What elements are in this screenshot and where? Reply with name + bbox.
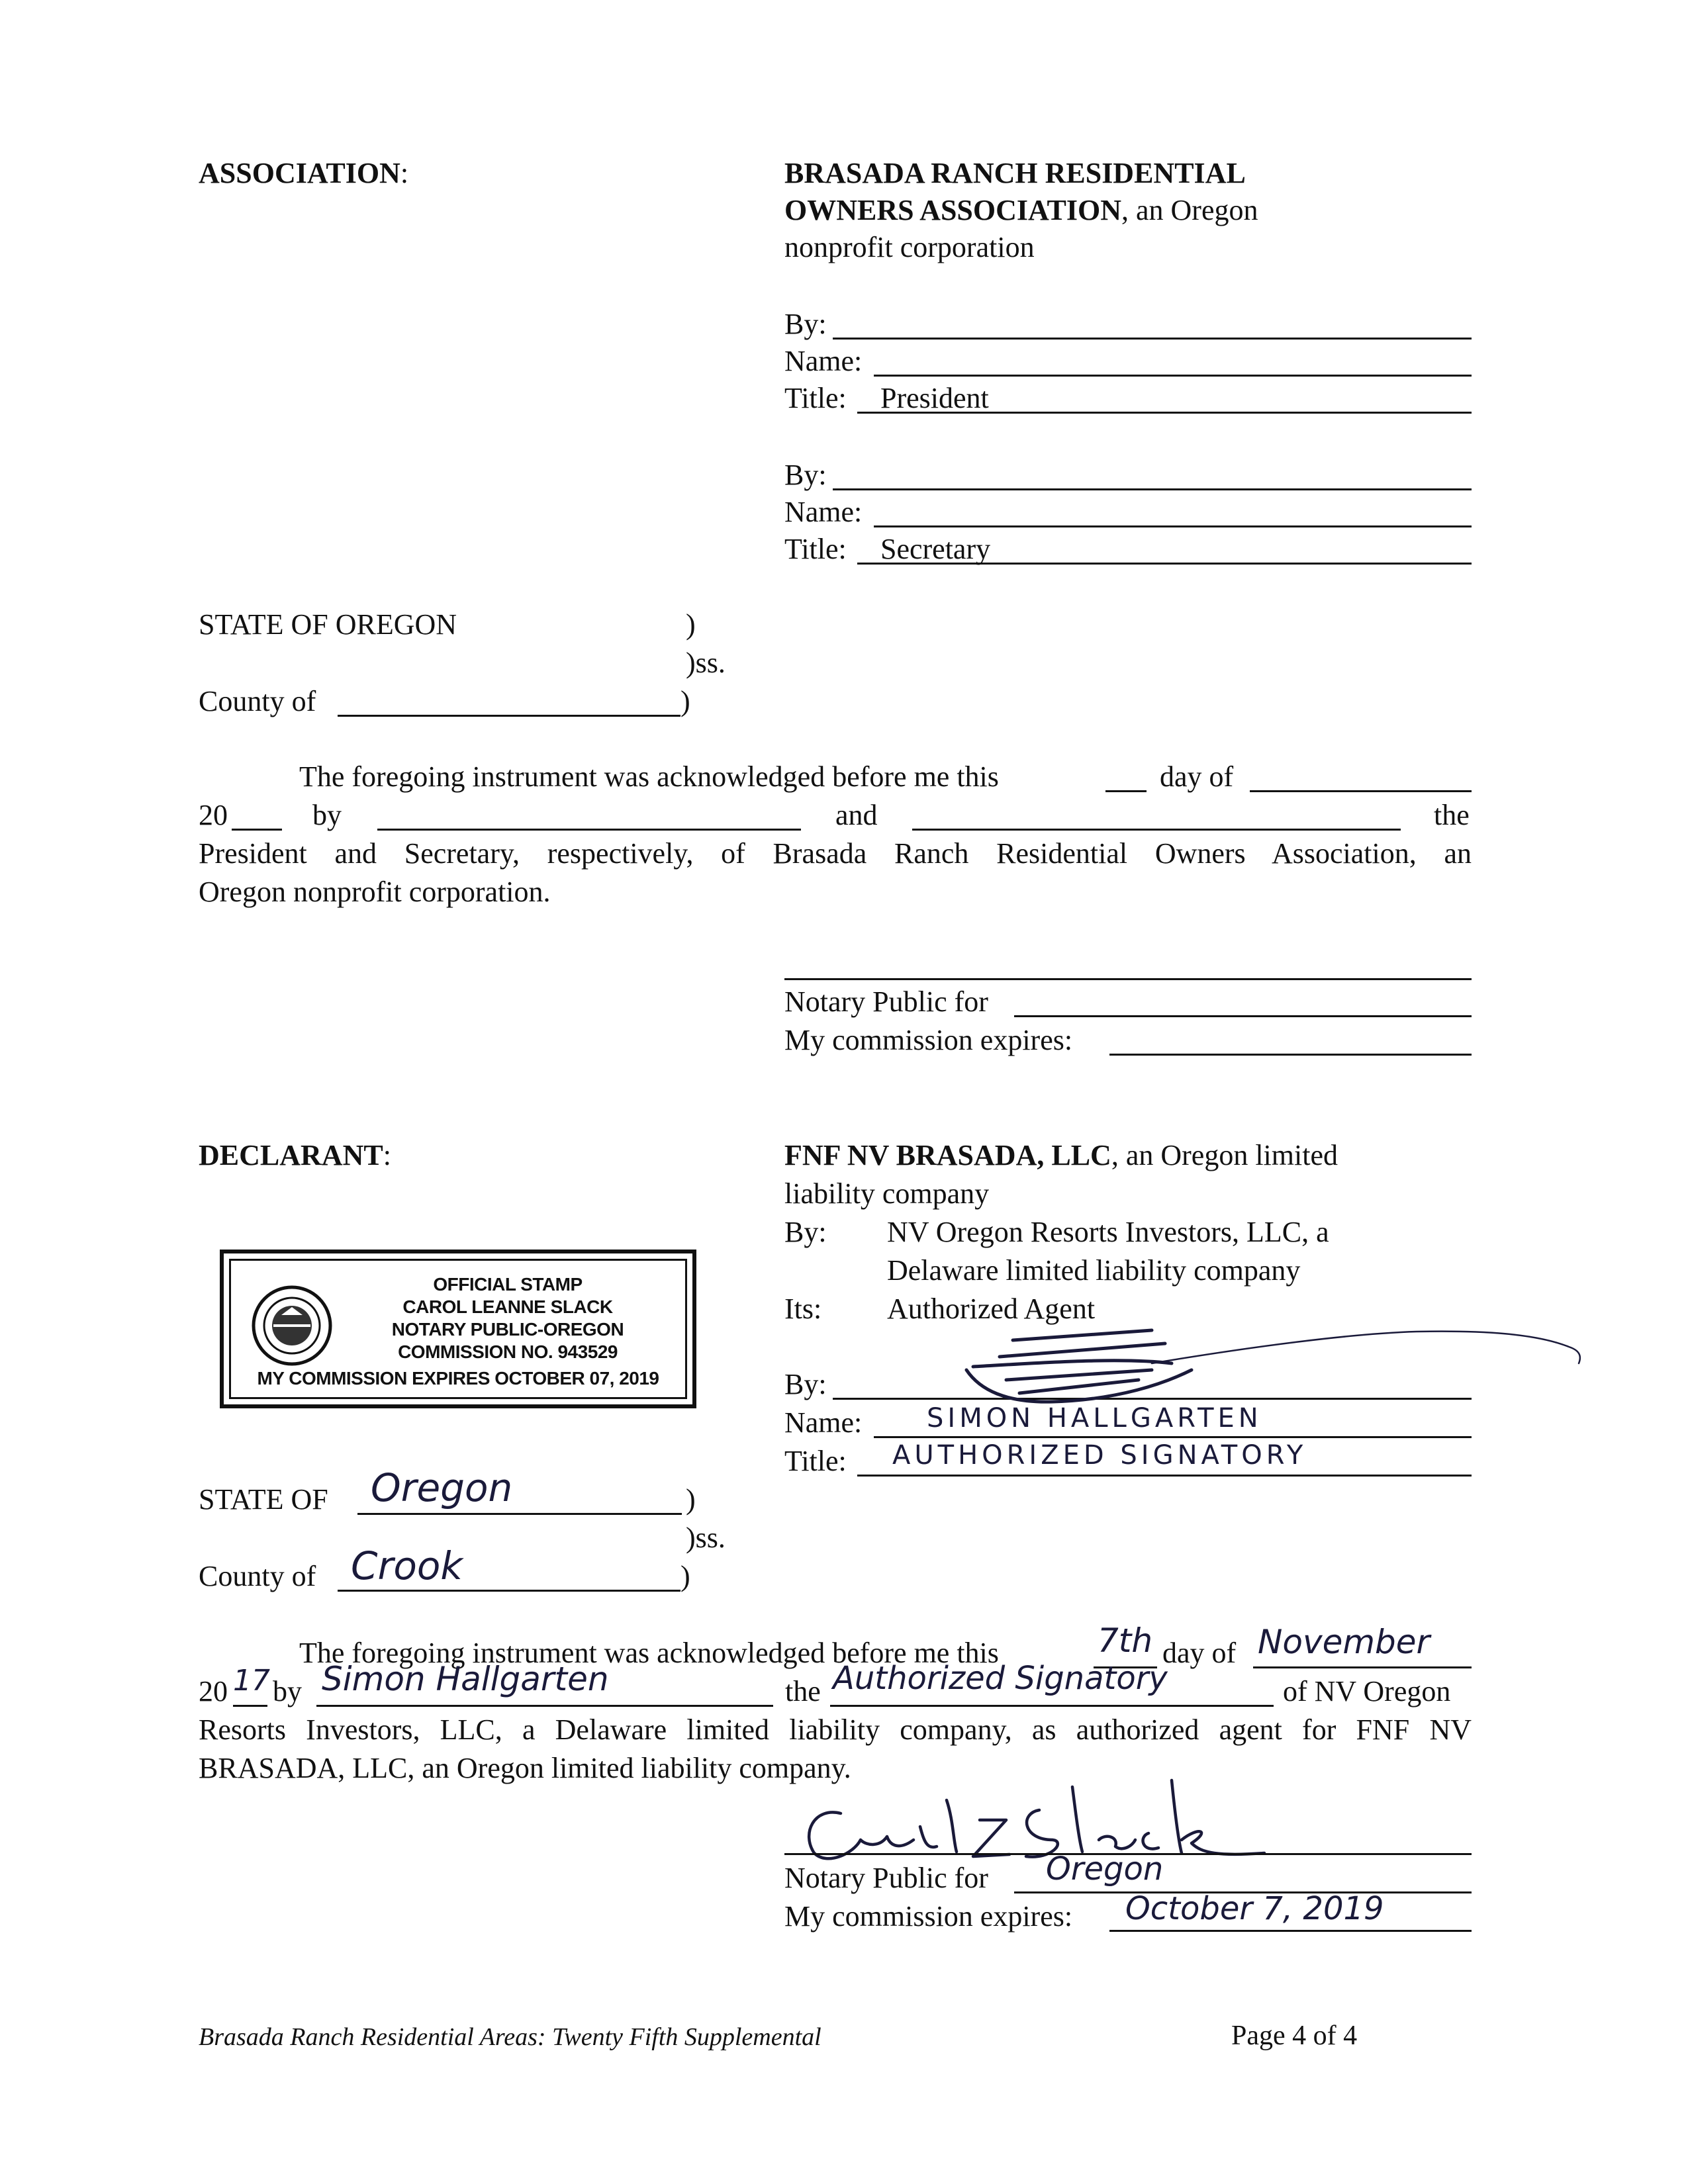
ack-text: Oregon nonprofit corporation. [199, 876, 551, 908]
stamp-notary-state: NOTARY PUBLIC-OREGON [391, 1319, 624, 1340]
notary-stamp [220, 1250, 696, 1408]
ack-text: the [1434, 799, 1470, 831]
by-label: By: [784, 1368, 827, 1400]
declarant-org-line1: FNF NV BRASADA, LLC, an Oregon limited [784, 1139, 1338, 1171]
county-line[interactable] [338, 715, 680, 717]
day-blank[interactable] [1105, 790, 1147, 792]
title-label: Title: [784, 382, 847, 414]
association-org-line2: OWNERS ASSOCIATION, an Oregon [784, 194, 1258, 226]
state-label: STATE OF OREGON [199, 608, 457, 641]
commission-date-line[interactable] [1109, 1054, 1472, 1056]
state-value-handwritten: Oregon [371, 1465, 513, 1510]
notary-state-line[interactable] [1014, 1015, 1472, 1017]
signer-role-handwritten: Authorized Signatory [833, 1660, 1168, 1697]
declarant-label: DECLARANT: [199, 1139, 391, 1171]
name-line[interactable] [874, 525, 1472, 527]
title-label: Title: [784, 1445, 847, 1477]
title-label: Title: [784, 533, 847, 565]
handwritten-signature-icon [953, 1317, 1595, 1416]
declarant-its-label: Its: [784, 1293, 822, 1325]
day-value-handwritten: 7th [1098, 1621, 1153, 1660]
by-label: By: [784, 308, 827, 340]
ack-text: the [785, 1675, 821, 1707]
commission-date-handwritten: October 7, 2019 [1125, 1890, 1384, 1927]
association-label: ASSOCIATION: [199, 157, 409, 189]
ss-label: )ss. [686, 647, 726, 679]
commission-expires-label: My commission expires: [784, 1024, 1073, 1056]
notary-state-handwritten: Oregon [1046, 1850, 1164, 1888]
year-line[interactable] [233, 1705, 267, 1707]
paren: ) [686, 1483, 696, 1516]
ack-text: and [835, 799, 878, 831]
ack-text: of NV Oregon [1283, 1675, 1451, 1707]
ack-text: The foregoing instrument was acknowledged before me this [299, 760, 999, 793]
paren: ) [680, 685, 690, 717]
paren: ) [686, 608, 696, 641]
notary-signature-icon [788, 1774, 1291, 1873]
ack-text: by [312, 799, 342, 831]
county-label: County of [199, 1560, 316, 1592]
stamp-commission-number: COMMISSION NO. 943529 [398, 1342, 618, 1362]
ack-text: President and Secretary, respectively, of Brasada Ranch Residential Owners Association, an [199, 837, 1472, 870]
name-blank[interactable] [377, 829, 801, 831]
association-org-line1: BRASADA RANCH RESIDENTIAL [784, 157, 1246, 189]
declarant-by-value: NV Oregon Resorts Investors, LLC, a [887, 1216, 1329, 1248]
stamp-notary-name: CAROL LEANNE SLACK [402, 1297, 613, 1317]
stamp-title: OFFICIAL STAMP [433, 1274, 583, 1295]
signer-role-line[interactable] [830, 1705, 1274, 1707]
by-label: By: [784, 459, 827, 491]
declarant-by-value-cont: Delaware limited liability company [887, 1254, 1301, 1287]
month-blank[interactable] [1250, 790, 1472, 792]
ack-text: 20 [199, 1675, 228, 1707]
name-label: Name: [784, 496, 863, 528]
declarant-org-line2: liability company [784, 1177, 990, 1210]
title-value-handwritten: AUTHORIZED SIGNATORY [892, 1440, 1307, 1471]
ss-label: )ss. [686, 1522, 726, 1554]
notary-public-for-label: Notary Public for [784, 1862, 988, 1894]
month-value-handwritten: November [1258, 1623, 1430, 1661]
year-blank[interactable] [232, 829, 282, 831]
ack-text: by [273, 1675, 302, 1707]
ack-text: Resorts Investors, LLC, a Delaware limited liability company, as authorized agent for FNF NV [199, 1713, 1472, 1746]
by-signature-line[interactable] [833, 338, 1472, 340]
notary-signature-line[interactable] [784, 978, 1472, 980]
declarant-its-value: Authorized Agent [887, 1293, 1096, 1325]
declarant-by-label: By: [784, 1216, 827, 1248]
state-label: STATE OF [199, 1483, 328, 1516]
title-value: President [880, 382, 989, 414]
name-blank[interactable] [912, 829, 1401, 831]
signer-name-line[interactable] [316, 1705, 773, 1707]
ack-text: BRASADA, LLC, an Oregon limited liability company. [199, 1752, 851, 1784]
commission-expires-label: My commission expires: [784, 1900, 1073, 1933]
signer-name-handwritten: Simon Hallgarten [322, 1660, 609, 1698]
county-label: County of [199, 685, 316, 717]
year-value-handwritten: 17 [233, 1664, 270, 1698]
stamp-expiration: MY COMMISSION EXPIRES OCTOBER 07, 2019 [257, 1368, 659, 1388]
title-line[interactable] [857, 1475, 1472, 1477]
by-signature-line[interactable] [833, 488, 1472, 490]
ack-text: 20 [199, 799, 228, 831]
footer-document-title: Brasada Ranch Residential Areas: Twenty Fifth Supplemental [199, 2023, 821, 2051]
commission-date-line[interactable] [1109, 1930, 1472, 1932]
ack-text: day of [1162, 1637, 1237, 1669]
county-value-handwritten: Crook [351, 1543, 463, 1588]
name-value-handwritten: SIMON HALLGARTEN [927, 1403, 1262, 1433]
notary-public-for-label: Notary Public for [784, 985, 988, 1018]
paren: ) [680, 1560, 690, 1592]
association-org-line3: nonprofit corporation [784, 231, 1035, 263]
county-line[interactable] [338, 1590, 680, 1592]
ack-text: The foregoing instrument was acknowledged before me this [299, 1637, 999, 1669]
title-value: Secretary [880, 533, 991, 565]
footer-page-number: Page 4 of 4 [1231, 2021, 1358, 2051]
state-line[interactable] [357, 1513, 682, 1515]
name-label: Name: [784, 1406, 863, 1439]
month-line[interactable] [1253, 1666, 1472, 1668]
ack-text: day of [1160, 760, 1234, 793]
name-line[interactable] [874, 375, 1472, 377]
name-line[interactable] [874, 1436, 1472, 1438]
name-label: Name: [784, 345, 863, 377]
